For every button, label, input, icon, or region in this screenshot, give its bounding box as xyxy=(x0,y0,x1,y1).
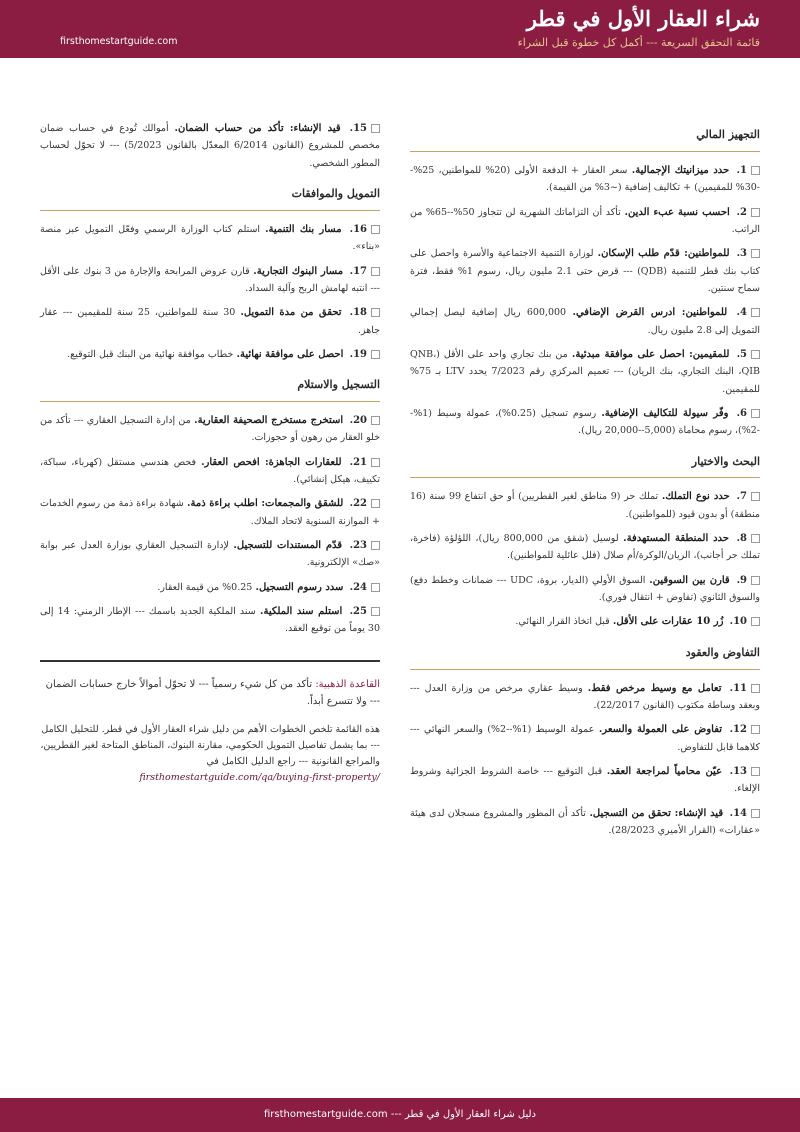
item-heading: استخرج مستخرج الصحيفة العقارية. xyxy=(194,415,344,427)
item-body: فحص هندسي مستقل (كهرباء، سباكة، تكييف، هيكل إنشائي). xyxy=(40,456,380,486)
item-heading: للمقيمين: احصل على موافقة مبدئية. xyxy=(571,348,730,360)
checkbox-icon[interactable] xyxy=(751,617,760,626)
item-number: 14. xyxy=(729,807,748,819)
site-link[interactable]: firsthomestartguide.com xyxy=(60,36,178,47)
item-body: شهادة براءة ذمة من رسوم الخدمات + الموازنة السنوية لاتحاد الملاك. xyxy=(40,498,380,527)
item-heading: تفاوض على العمولة والسعر. xyxy=(598,724,723,736)
item-heading: حدد نوع التملك. xyxy=(661,491,730,503)
checklist-item xyxy=(410,805,760,840)
item-body: رسوم تسجيل (0.25%)، عمولة وسيط (1%--2%)، رسوم محاماة (5,000--20,000 ريال). xyxy=(410,407,760,437)
item-heading: استلم سند الملكية. xyxy=(259,606,343,618)
checkbox-icon[interactable] xyxy=(371,458,380,467)
item-number: 23. xyxy=(349,540,368,552)
item-number: 5. xyxy=(736,348,748,360)
item-heading: قارن بين السوقين. xyxy=(649,574,730,586)
item-heading: وفّر سيولة للتكاليف الإضافية. xyxy=(601,407,729,419)
checklist-item xyxy=(40,454,380,489)
checkbox-icon[interactable] xyxy=(371,308,380,317)
checklist-item xyxy=(40,263,380,298)
item-number: 9. xyxy=(736,574,748,586)
item-body: استلم كتاب الوزارة الرسمي وفعّل التمويل عبر منصة «بناء». xyxy=(40,223,380,253)
left-lead-items xyxy=(40,120,380,172)
item-number: 15. xyxy=(349,123,367,134)
checkbox-icon[interactable] xyxy=(751,809,760,818)
checkbox-icon[interactable] xyxy=(371,225,380,234)
item-number: 25. xyxy=(349,606,367,618)
item-body: قبل التوقيع --- خاصة الشروط الجزائية وشروط الإلغاء. xyxy=(410,765,760,795)
item-body: سند الملكية الجديد باسمك --- الإطار الزمني: 14 إلى 30 يوماً من توقيع العقد. xyxy=(40,606,380,635)
item-body: 30 سنة للمواطنين، 25 سنة للمقيمين --- عقار جاهز. xyxy=(40,307,380,336)
section-title: التجهيز المالي xyxy=(410,120,760,152)
checkbox-icon[interactable] xyxy=(371,124,380,133)
item-number: 17. xyxy=(349,265,368,277)
item-body: لإدارة التسجيل العقاري بوزارة العدل عبر بوابة «صك» الإلكترونية. xyxy=(40,540,380,569)
item-body: تأكد أن التزاماتك الشهرية لن تتجاوز 50%--65% من الراتب. xyxy=(410,206,760,235)
item-heading: مسار بنك التنمية. xyxy=(265,223,342,235)
checkbox-icon[interactable] xyxy=(751,308,760,317)
checkbox-icon[interactable] xyxy=(751,166,760,175)
checklist-item xyxy=(40,346,380,363)
item-body: تملك حر (9 مناطق لغير القطريين) أو حق انتفاع 99 سنة (16 منطقة) أو بدون قيود (للمواطنين). xyxy=(410,491,760,520)
right-column xyxy=(410,120,760,846)
guide-link[interactable]: firsthomestartguide.com/qa/buying-first-property/ xyxy=(139,772,380,784)
item-number: 2. xyxy=(736,206,747,218)
item-body: عمولة الوسيط (1%--2%) والسعر النهائي --- كلاهما قابل للتفاوض. xyxy=(410,724,760,753)
item-heading: تحقق من مدة التمويل. xyxy=(240,307,342,319)
item-number: 24. xyxy=(349,581,367,593)
checkbox-icon[interactable] xyxy=(751,576,760,585)
item-heading: قيد الإنشاء: تحقق من التسجيل. xyxy=(589,807,724,819)
item-number: 22. xyxy=(349,498,367,510)
item-body: من بنك تجاري واحد على الأقل (QNB، QIB، البنك التجاري، بنك الريان) --- تعميم المركزي رقم 7/2023 يحدد LTV بـ 75% للمقيمين. xyxy=(410,348,760,395)
item-number: 8. xyxy=(736,533,747,545)
item-number: 21. xyxy=(349,456,367,468)
divider xyxy=(40,660,380,662)
golden-rule-label: القاعدة الذهبية: xyxy=(315,678,380,690)
item-body: لوسيل (شقق من 800,000 ريال)، اللؤلؤة (فاخرة، تملك حر أجانب)، الريان/الوكرة/أم صلال (فلل عائلية للمواطنين). xyxy=(410,533,760,562)
item-body: 0.25% من قيمة العقار. xyxy=(157,581,253,593)
page-header xyxy=(0,0,800,58)
item-number: 1. xyxy=(736,164,747,176)
item-heading: احصل على موافقة نهائية. xyxy=(236,348,344,360)
item-body: قبل اتخاذ القرار النهائي. xyxy=(515,616,610,628)
section-title: التمويل والموافقات xyxy=(40,179,380,211)
item-heading: للعقارات الجاهزة: افحص العقار. xyxy=(201,456,342,468)
checkbox-icon[interactable] xyxy=(371,541,380,550)
item-heading: احسب نسبة عبء الدين. xyxy=(624,206,730,218)
checkbox-icon[interactable] xyxy=(751,534,760,543)
summary-text: هذه القائمة تلخص الخطوات الأهم من دليل شراء العقار الأول في قطر. للتحليل الكامل --- بما يشمل تفاصيل التمويل الحكومي، مقارنة البنوك، المناطق المتاحة لغير القطريين، والمراجع القانونية --- راجع الدليل الكامل في xyxy=(40,723,380,767)
checklist-item xyxy=(410,162,760,197)
section-title: التسجيل والاستلام xyxy=(40,370,380,402)
item-body: أموالك تُودع في حساب ضمان مخصص للمشروع (القانون 6/2014 المعدّل بالقانون 5/2023) --- لا تحوّل لحساب المطور الشخصي. xyxy=(40,123,380,169)
item-number: 19. xyxy=(349,348,367,360)
item-number: 3. xyxy=(736,248,748,260)
checklist-item xyxy=(40,537,380,572)
item-heading: للمواطنين: قدّم طلب الإسكان. xyxy=(597,248,730,260)
checkbox-icon[interactable] xyxy=(371,607,380,616)
item-body: وسيط عقاري مرخص من وزارة العدل --- وبعقد وساطة مكتوب (القانون 22/2017). xyxy=(410,682,760,711)
checkbox-icon[interactable] xyxy=(371,267,380,276)
checkbox-icon[interactable] xyxy=(751,409,760,418)
item-number: 10. xyxy=(729,616,747,628)
checkbox-icon[interactable] xyxy=(751,767,760,776)
checklist-item xyxy=(410,763,760,798)
item-heading: قدّم المستندات للتسجيل. xyxy=(233,540,343,552)
item-number: 11. xyxy=(729,682,747,694)
item-number: 12. xyxy=(729,724,747,736)
checkbox-icon[interactable] xyxy=(751,208,760,217)
item-heading: زُر 10 عقارات على الأقل. xyxy=(612,616,724,628)
item-body: سعر العقار + الدفعة الأولى (20% للمواطنين، 25%--30% للمقيمين) + تكاليف إضافية (~3% من القيمة). xyxy=(410,164,760,194)
checkbox-icon[interactable] xyxy=(371,416,380,425)
item-number: 16. xyxy=(349,223,367,235)
golden-rule-text: تأكد من كل شيء رسمياً --- لا تحوّل أموالاً خارج حسابات الضمان --- ولا تتسرع أبداً. xyxy=(45,678,380,707)
item-heading: مسار البنوك التجارية. xyxy=(253,265,344,277)
item-heading: حدد ميزانيتك الإجمالية. xyxy=(631,164,730,176)
checkbox-icon[interactable] xyxy=(371,583,380,592)
item-heading: تعامل مع وسيط مرخص فقط. xyxy=(587,682,722,694)
section-title: البحث والاختيار xyxy=(410,447,760,479)
checkbox-icon[interactable] xyxy=(751,725,760,734)
checklist-item xyxy=(410,405,760,440)
section-title: التفاوض والعقود xyxy=(410,638,760,670)
checklist-item xyxy=(40,304,380,339)
checklist-item xyxy=(410,572,760,607)
golden-rule xyxy=(40,676,380,710)
checkbox-icon[interactable] xyxy=(751,684,760,693)
item-heading: للشقق والمجمعات: اطلب براءة ذمة. xyxy=(187,498,344,510)
item-number: 18. xyxy=(349,307,367,319)
item-heading: قيد الإنشاء: تأكد من حساب الضمان. xyxy=(174,123,341,134)
checklist-item xyxy=(40,603,380,638)
checklist-item xyxy=(410,530,760,565)
item-body: السوق الأولي (الديار، بروة، UDC --- ضمانات وخطط دفع) والسوق الثانوي (تفاوض + انتقال فوري). xyxy=(410,574,760,604)
item-heading: للمواطنين: ادرس القرض الإضافي. xyxy=(572,307,728,319)
checkbox-icon[interactable] xyxy=(751,492,760,501)
footer-text: دليل شراء العقار الأول في قطر --- firsthomestartguide.com xyxy=(263,1109,536,1120)
checklist-item xyxy=(410,613,760,630)
checklist-item xyxy=(410,488,760,523)
item-body: تأكد أن المطور والمشروع مسجلان لدى هيئة «عقارات» (القرار الأميري 28/2023). xyxy=(410,807,760,836)
page-subtitle: قائمة التحقق السريعة --- أكمل كل خطوة قبل الشراء xyxy=(517,36,760,49)
checkbox-icon[interactable] xyxy=(371,499,380,508)
checklist-item xyxy=(410,204,760,239)
checkbox-icon[interactable] xyxy=(751,249,760,258)
item-heading: عيّن محامياً لمراجعة العقد. xyxy=(606,765,723,777)
item-body: لوزارة التنمية الاجتماعية والأسرة واحصل على كتاب بنك قطر للتنمية (QDB) --- قرض حتى 2.1 مليون ريال، رسوم 1% فقط، فترة سماح سنتين. xyxy=(410,248,760,294)
item-body: من إدارة التسجيل العقاري --- تأكد من خلو العقار من رهون أو حجوزات. xyxy=(40,415,380,444)
item-number: 6. xyxy=(736,407,748,419)
checklist-item xyxy=(40,412,380,447)
item-number: 20. xyxy=(349,415,367,427)
checklist-item xyxy=(410,346,760,398)
left-column xyxy=(40,120,380,786)
item-heading: سدد رسوم التسجيل. xyxy=(255,581,344,593)
summary-paragraph xyxy=(40,722,380,787)
checkbox-icon[interactable] xyxy=(371,350,380,359)
checklist-item xyxy=(40,579,380,596)
checkbox-icon[interactable] xyxy=(751,350,760,359)
checklist-item xyxy=(410,721,760,756)
item-number: 13. xyxy=(729,765,747,777)
page-title: شراء العقار الأول في قطر xyxy=(526,6,760,31)
item-number: 4. xyxy=(736,307,747,319)
item-body: خطاب موافقة نهائية من البنك قبل التوقيع. xyxy=(67,348,234,360)
checklist-item xyxy=(410,304,760,339)
item-body: 600,000 ريال إضافية ليصل إجمالي التمويل إلى 2.8 مليون ريال. xyxy=(410,307,760,336)
checklist-item xyxy=(410,680,760,715)
checklist-item xyxy=(40,495,380,530)
left-sections xyxy=(40,179,380,638)
checklist-item xyxy=(410,245,760,297)
item-body: قارن عروض المرابحة والإجارة من 3 بنوك على الأقل --- انتبه لهامش الربح وآلية السداد. xyxy=(40,265,380,294)
page-footer xyxy=(0,1098,800,1132)
item-heading: حدد المنطقة المستهدفة. xyxy=(623,533,729,545)
item-number: 7. xyxy=(736,491,747,503)
checklist-item xyxy=(40,120,380,172)
checklist-item xyxy=(40,221,380,256)
